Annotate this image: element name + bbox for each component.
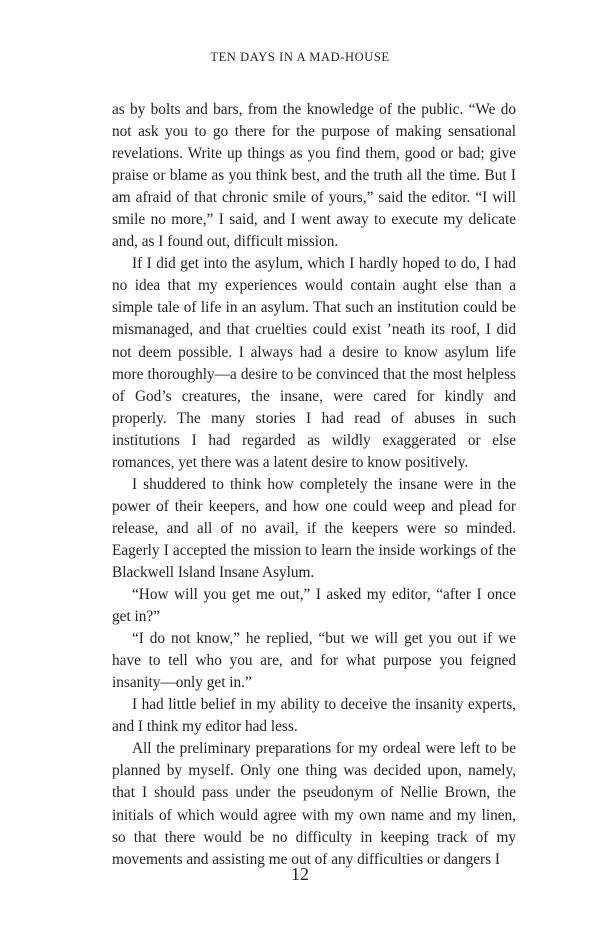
paragraph: All the preliminary preparations for my ordeal were left to be planned by myself. Only one thing was decided upon, namely, that I should pass under the pseudonym of Nellie Brown, the initials of which would agree with my own name and my linen, so that there would be no difficulty in keeping track of my movements and assisting me out of any difficulties or dangers I: [112, 740, 516, 868]
paragraph: “I do not know,” he replied, “but we will get you out if we have to tell who you are, and for what purpose you feigned insanity—only get in.”: [112, 630, 516, 692]
page-number: 12: [291, 864, 309, 884]
paragraph: If I did get into the asylum, which I hardly hoped to do, I had no idea that my experiences would contain aught else than a simple tale of life in an asylum. That such an institution could be mismanaged, and that cruelties could exist ’neath its roof, I did not deem possible. I always had a desire to know asylum life more thoroughly—a desire to be convinced that the most helpless of God’s creatures, the insane, were cared for kindly and properly. The many stories I had read of abuses in such institutions I had regarded as wildly exaggerated or else romances, yet there was a latent desire to know positively.: [112, 255, 516, 471]
paragraph: I had little belief in my ability to deceive the insanity experts, and I think my editor had less.: [112, 696, 516, 736]
running-head: TEN DAYS IN A MAD-HOUSE: [210, 50, 390, 64]
paragraph: I shuddered to think how completely the insane were in the power of their keepers, and how one could weep and plead for release, and all of no avail, if the keepers were so minded. Eagerly I accepted the mission to learn the inside workings of the Blackwell Island Insane Asylum.: [112, 475, 516, 581]
body-text: [112, 99, 516, 871]
paragraph: “How will you get me out,” I asked my editor, “after I once get in?”: [112, 586, 516, 626]
paragraph: as by bolts and bars, from the knowledge of the public. “We do not ask you to go there for the purpose of making sensational revelations. Write up things as you find them, good or bad; give praise or blame as you think best, and the truth all the time. But I am afraid of that chronic smile of yours,” said the editor. “I will smile no more,” I said, and I went away to execute my delicate and, as I found out, difficult mission.: [112, 101, 516, 251]
